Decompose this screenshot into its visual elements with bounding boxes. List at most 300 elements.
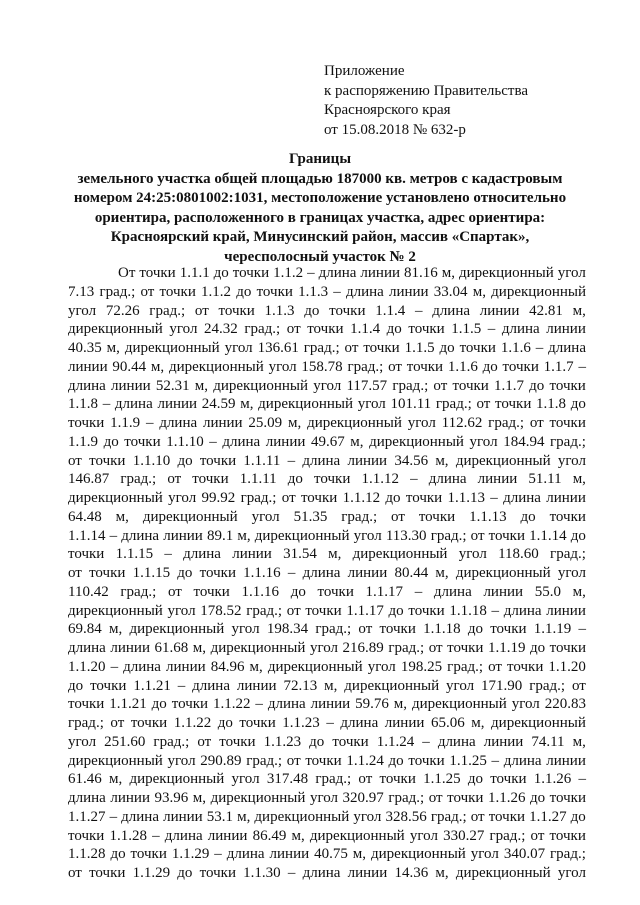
body-word: до [439, 340, 455, 356]
body-word: 40.35 [68, 340, 102, 356]
body-word: 31.54 [283, 546, 317, 563]
body-word: до [217, 715, 233, 731]
body-word: длина [123, 658, 161, 675]
body-word: м, [192, 640, 207, 656]
body-word: точки [406, 358, 444, 375]
body-word: м, [328, 546, 342, 563]
body-line [68, 620, 586, 639]
body-word: точки [408, 321, 445, 338]
body-word: 72.26 [105, 302, 140, 319]
body-word: точки [495, 396, 532, 413]
body-word: точки [68, 415, 105, 431]
body-word: 158.78 [301, 358, 343, 375]
body-word: м, [572, 733, 586, 750]
body-word: от [433, 377, 448, 394]
body-line [68, 377, 586, 396]
body-word: до [529, 377, 545, 394]
body-word: точки [507, 658, 544, 675]
body-word: 1.1.30 [243, 865, 281, 881]
body-word: – [410, 471, 418, 488]
body-word: точки [193, 583, 230, 600]
body-word: до [520, 508, 536, 525]
body-word: град.; [99, 283, 136, 300]
body-line [68, 770, 586, 789]
body-line [68, 658, 586, 677]
body-word: линии [347, 865, 388, 881]
body-word: – [578, 621, 586, 638]
body-word: угол [231, 621, 260, 638]
body-word: 1.1.29 [171, 846, 210, 863]
body-word: дирекционный [307, 415, 402, 431]
body-line [68, 808, 586, 827]
body-line [68, 489, 586, 508]
body-word: 14.36 [394, 865, 429, 881]
body-word: линии [347, 452, 388, 469]
body-word: 1.1.27 [529, 808, 567, 825]
body-word: 340.07 [503, 846, 546, 863]
body-word: 1.1.28 [109, 827, 147, 844]
body-word: точки [171, 696, 209, 713]
body-word: от [529, 415, 544, 431]
body-word: линии [157, 396, 198, 413]
body-word: от [167, 583, 182, 600]
body-word: м, [435, 565, 449, 581]
body-word: 1.1.15 [132, 565, 171, 581]
body-word: линии [265, 433, 306, 450]
body-word: угол [409, 827, 438, 844]
body-word: град.; [529, 677, 566, 694]
body-word: м, [350, 433, 364, 450]
body-word: град.; [120, 471, 157, 488]
body-word: до [570, 396, 586, 413]
body-word: точки [89, 865, 126, 881]
body-word: 1.1.14 [68, 527, 106, 544]
body-word: 1.1.28 [68, 846, 106, 863]
body-word: угол [353, 527, 382, 544]
body-line [68, 508, 586, 527]
body-word: до [103, 433, 119, 450]
body-word: – [287, 452, 296, 469]
body-word: м, [192, 790, 207, 806]
body-word: точки [379, 771, 416, 788]
body-word: до [68, 677, 84, 694]
body-word: град.; [240, 490, 277, 506]
body-word: дирекционный [68, 752, 163, 769]
body-word: угол [313, 377, 342, 394]
body-word: угол [68, 733, 97, 750]
body-word: 59.76 [355, 696, 389, 713]
body-word: до [388, 752, 404, 769]
approval-line: Приложение [324, 63, 405, 79]
body-word: до [386, 321, 402, 338]
body-word: град.; [430, 808, 467, 825]
body-word: дирекционный [210, 790, 306, 806]
body-word: 24.32 [204, 321, 238, 338]
body-word: – [109, 808, 118, 825]
body-word: – [214, 846, 222, 863]
body-word: – [287, 565, 296, 581]
body-word: длина [302, 565, 341, 581]
body-word: длина [183, 546, 221, 563]
body-word: линии [236, 677, 277, 694]
body-word: до [385, 490, 401, 506]
body-word: до [467, 771, 483, 788]
body-word: точки [307, 321, 344, 338]
body-word: линии [166, 658, 206, 675]
body-word: м, [115, 508, 129, 525]
body-word: м, [572, 583, 586, 600]
body-word: 51.11 [528, 471, 562, 488]
body-word: дирекционный [458, 265, 554, 281]
body-word: 330.27 [443, 827, 485, 844]
body-word: дирекционный [68, 490, 163, 506]
body-word: точки [363, 340, 400, 356]
body-word: точки [192, 471, 229, 488]
body-word: точки [305, 752, 342, 769]
body-word: 86.49 [252, 827, 287, 844]
body-word: угол [557, 565, 586, 581]
body-word: до [388, 602, 404, 619]
body-word: точки [130, 846, 167, 863]
body-word: линии [546, 321, 586, 338]
body-word: град.; [153, 733, 190, 750]
body-line [68, 752, 586, 771]
body-word: длина [345, 283, 384, 300]
body-word: линии [110, 790, 150, 806]
body-word: точки [256, 283, 293, 300]
body-word: м, [249, 658, 263, 675]
body-word: угол [446, 677, 475, 694]
body-word: точки [314, 471, 351, 488]
body-word: угол [224, 340, 253, 356]
body-word: 24.59 [201, 396, 236, 413]
body-word: 25.09 [248, 415, 283, 431]
body-word: до [467, 621, 483, 638]
body-word: от [110, 715, 125, 731]
body-word: град.; [435, 396, 472, 413]
body-word: линии [483, 583, 524, 600]
body-word: 184.94 [503, 433, 545, 450]
body-word: точки [488, 808, 526, 825]
body-word: – [209, 433, 217, 450]
body-word: град.; [315, 621, 352, 638]
body-word: град.; [303, 340, 340, 356]
body-word: точки [459, 340, 496, 356]
body-word: угол [557, 452, 586, 469]
body-word: 51.35 [293, 508, 328, 525]
body-word: 1.1.3 [264, 302, 295, 319]
document-title [60, 150, 580, 268]
body-word: 1.1.25 [423, 771, 461, 788]
body-word: длина [503, 602, 542, 619]
body-line [68, 845, 586, 864]
body-word: дирекционный [68, 321, 163, 338]
body-line [68, 583, 586, 602]
boundary-description [68, 264, 586, 883]
body-word: угол [309, 790, 339, 806]
body-word: до [236, 283, 252, 300]
body-word: точки [418, 508, 456, 525]
body-line [68, 733, 586, 752]
body-word: угол [407, 415, 436, 431]
body-word: точки [549, 640, 586, 656]
body-word: 320.97 [342, 790, 384, 806]
body-word: дирекционный [455, 865, 551, 881]
body-word: точки [89, 565, 126, 581]
body-word: 74.11 [531, 733, 565, 750]
body-word: 1.1.19 [487, 640, 526, 656]
body-word: 290.89 [200, 752, 242, 769]
body-word: 1.1.9 [68, 433, 98, 450]
body-word: м, [393, 696, 408, 713]
body-word: 251.60 [104, 733, 146, 750]
body-word: длина [503, 752, 542, 769]
body-word: точки [490, 771, 527, 788]
body-word: 64.48 [68, 508, 102, 525]
body-word: 112.62 [441, 415, 483, 431]
body-word: длина [164, 827, 203, 844]
body-word: – [491, 752, 500, 769]
body-word: от [476, 396, 491, 413]
body-word: – [307, 265, 315, 281]
body-word: 220.83 [544, 696, 586, 713]
body-word: линии [202, 415, 243, 431]
body-word: 1.1.5 [404, 340, 435, 356]
body-word: угол [557, 265, 586, 281]
body-word: точки [300, 490, 338, 506]
body-word: до [177, 565, 193, 581]
body-word: угол [169, 321, 198, 338]
body-word: 171.90 [481, 677, 523, 694]
body-word: град.; [388, 790, 425, 806]
body-word: град.; [447, 658, 484, 675]
body-word: м, [237, 808, 251, 825]
body-word: длина [68, 377, 106, 394]
body-word: 1.1.22 [173, 715, 212, 731]
body-word: точки [447, 640, 484, 656]
body-word: точки [317, 583, 354, 600]
body-word: до [530, 640, 546, 656]
body-word: 90.44 [112, 358, 147, 375]
body-word: угол [309, 640, 339, 656]
body-word: град.; [430, 527, 467, 544]
body-word: дирекционный [68, 602, 163, 619]
body-word: длина [433, 583, 472, 600]
body-word: град.; [488, 415, 525, 431]
body-word: дирекционный [352, 546, 448, 563]
body-word: длина [114, 396, 153, 413]
body-word: до [213, 265, 229, 281]
body-word: 1.1.7 [493, 377, 524, 394]
body-word: линии [546, 490, 586, 506]
body-word: длина [222, 433, 261, 450]
body-word: 178.52 [200, 602, 242, 619]
body-word: линии [483, 733, 524, 750]
body-word: угол [167, 602, 196, 619]
body-word: дирекционный [124, 340, 220, 356]
body-word: – [255, 696, 263, 713]
body-word: 117.57 [346, 377, 388, 394]
body-word: от [358, 771, 373, 788]
body-word: – [422, 733, 430, 750]
body-word: м, [352, 846, 367, 863]
body-word: угол [511, 696, 540, 713]
body-word: дирекционный [455, 452, 551, 469]
body-word: – [535, 340, 544, 356]
body-word: до [287, 471, 303, 488]
body-word: 1.1.20 [548, 658, 586, 675]
body-word: 317.48 [266, 771, 309, 788]
body-word: дирекционный [258, 396, 353, 413]
body-word: 1.1.4 [375, 302, 406, 319]
body-word: дирекционный [455, 565, 551, 581]
body-line [68, 302, 586, 321]
body-word: град.; [149, 302, 186, 319]
body-word: 55.0 [534, 583, 561, 600]
body-word: – [414, 583, 423, 600]
body-word: точки [239, 715, 276, 731]
body-word: 81.16 [404, 265, 438, 281]
body-word: – [487, 321, 496, 338]
body-word: от [344, 340, 359, 356]
body-word: 1.1.21 [133, 677, 171, 694]
body-word: от [194, 302, 209, 319]
body-word: – [578, 358, 586, 375]
body-line [68, 414, 586, 433]
body-word: от [470, 808, 485, 825]
body-word: 1.1.9 [110, 415, 141, 431]
body-line [68, 564, 586, 583]
body-word: м, [288, 415, 302, 431]
body-word: угол [557, 865, 586, 881]
body-word: м, [472, 283, 486, 300]
body-word: длина [501, 321, 540, 338]
body-line [68, 283, 586, 302]
body-word: от [572, 677, 586, 694]
body-word: 1.1.15 [115, 546, 154, 563]
body-word: точки [68, 546, 105, 563]
body-word: 110.42 [68, 583, 109, 600]
body-word: дирекционный [142, 508, 238, 525]
body-word: град.; [315, 771, 352, 788]
body-word: длина [192, 677, 230, 694]
body-word: град.; [246, 752, 283, 769]
body-word: длина [302, 452, 341, 469]
body-word: точки [379, 621, 416, 638]
body-word: от [68, 452, 82, 469]
body-word: 1.1.1 [179, 265, 210, 281]
body-word: 1.1.24 [346, 752, 384, 769]
body-word: 1.1.5 [451, 321, 482, 338]
body-word: – [414, 302, 423, 319]
body-word: от [286, 752, 301, 769]
body-word: 1.1.23 [263, 733, 302, 750]
body-word: линии [546, 752, 586, 769]
body-word: 101.11 [390, 396, 432, 413]
body-line [68, 264, 586, 283]
body-word: град.; [550, 433, 586, 450]
body-word: дирекционный [129, 771, 225, 788]
approval-line: Красноярского края [324, 102, 451, 118]
body-word: 1.1.16 [241, 583, 279, 600]
body-word: линии [163, 808, 203, 825]
body-word: м, [150, 358, 165, 375]
body-word: град.; [341, 508, 378, 525]
body-word: дирекционный [213, 377, 309, 394]
body-word: точки [408, 602, 445, 619]
body-word: м, [194, 377, 209, 394]
body-word: – [287, 865, 296, 881]
body-word: 1.1.20 [68, 658, 106, 675]
body-word: точки [218, 302, 255, 319]
body-word: 7.13 [68, 283, 95, 300]
body-word: град.; [68, 715, 104, 731]
body-word: 93.96 [154, 790, 189, 806]
body-word: линии [232, 546, 272, 563]
body-word: – [333, 283, 341, 300]
body-word: до [482, 358, 498, 375]
body-word: м, [240, 396, 254, 413]
body-word: 1.1.17 [365, 583, 404, 600]
body-word: – [145, 415, 154, 431]
body-word: длина [68, 790, 106, 806]
body-line [68, 789, 586, 808]
title-line: земельного участка общей площадью 187000 кв. метров с кадастровым [77, 170, 563, 187]
body-word: град.; [388, 640, 425, 656]
body-word: от [428, 790, 443, 806]
body-word: линии [546, 602, 586, 619]
body-line [68, 339, 586, 358]
body-word: длина [432, 302, 471, 319]
body-word: от [68, 565, 82, 581]
body-word: угол [231, 771, 260, 788]
body-word: 1.1.8 [536, 396, 567, 413]
body-word: 1.1.14 [529, 527, 567, 544]
body-line [68, 452, 586, 471]
body-word: от [286, 321, 301, 338]
body-word: длина [121, 808, 159, 825]
body-word: 1.1.3 [298, 283, 329, 300]
body-word: от [388, 358, 402, 375]
body-word: линии [110, 640, 150, 656]
body-word: точки [502, 358, 539, 375]
body-word: 136.61 [257, 340, 299, 356]
body-word: 1.1.13 [469, 508, 507, 525]
body-word: точки [68, 827, 105, 844]
body-word: точки [159, 283, 196, 300]
body-word: 198.25 [400, 658, 443, 675]
body-word: дирекционный [491, 283, 586, 300]
body-word: – [109, 527, 118, 544]
body-line [68, 470, 586, 489]
body-word: точки [490, 621, 527, 638]
body-word: град.; [392, 377, 429, 394]
body-word: 1.1.7 [543, 358, 574, 375]
body-word: м, [108, 771, 123, 788]
body-word: 61.46 [68, 771, 102, 788]
body-word: 1.1.29 [132, 865, 171, 881]
body-word: град.; [120, 583, 157, 600]
body-word: точки [549, 508, 586, 525]
body-word: от [428, 640, 443, 656]
body-word: м, [572, 302, 586, 319]
body-word: точки [549, 790, 586, 806]
body-word: 99.92 [201, 490, 236, 506]
body-word: м, [435, 865, 449, 881]
body-word: дирекционный [210, 640, 306, 656]
body-word: м, [291, 827, 305, 844]
body-line [68, 677, 586, 696]
